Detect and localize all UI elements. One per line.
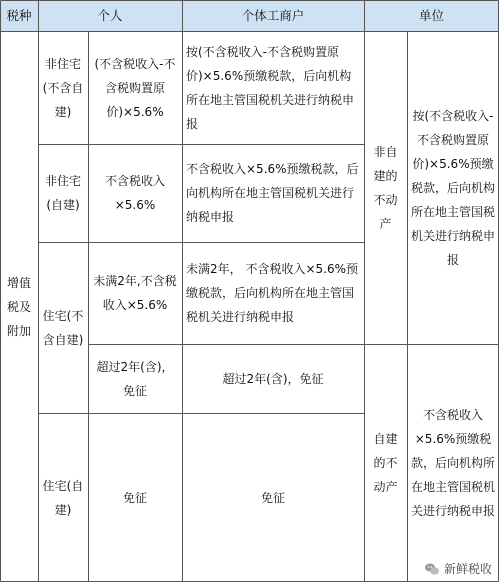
row3-individual-under2: 未满2年,不含税收入×5.6% [93,274,177,312]
row2-business: 不含税收入×5.6%预缴税款，后向机构所在地主管国税机关进行纳税申报 [186,162,359,224]
row3-property: 住宅(不含自建) [42,308,84,347]
header-tax-type: 税种 [0,0,38,31]
row3-business-over2: 超过2年(含)，免征 [222,371,324,386]
row3-business-under2: 未满2年， 不含税收入×5.6%预缴税款，后向机构所在地主管国税机关进行纳税申报 [186,262,358,324]
row1-business: 按(不含税收入-不含税购置原价)×5.6%预缴税款，后向机构所在地主管国税机关进行纳税申报 [186,44,355,131]
header-individual: 个人 [38,0,182,31]
row2-individual: 不含税收入×5.6% [104,174,165,212]
row4-property: 住宅(自建) [42,478,84,517]
entity-non-self-built-label: 非自建的不动产 [373,144,398,231]
header-business: 个体工商户 [182,0,364,31]
entity-self-built-value: 不含税收入×5.6%预缴税款，后向机构所在地主管国税机关进行纳税申报 [411,408,496,518]
entity-self-built-label: 自建的不动产 [373,432,398,494]
watermark [421,559,495,578]
header-entity: 单位 [364,0,499,31]
wechat-icon [424,561,440,577]
row1-individual: (不含税收入-不含税购置原价)×5.6% [94,56,176,119]
row1-property: 非住宅(不含自建) [42,56,84,119]
tax-category-cell: 增值税及附加 [6,275,31,338]
row4-individual: 免征 [122,490,147,505]
row2-property: 非住宅(自建) [44,174,81,212]
entity-non-self-built-value: 按(不含税收入-不含税购置原价)×5.6%预缴税款，后向机构所在地主管国税机关进行纳税申报 [411,108,496,267]
watermark-text: 新鲜税收 [443,562,492,576]
row4-business: 免征 [260,490,285,505]
row3-individual-over2: 超过2年(含)，免征 [96,359,174,398]
